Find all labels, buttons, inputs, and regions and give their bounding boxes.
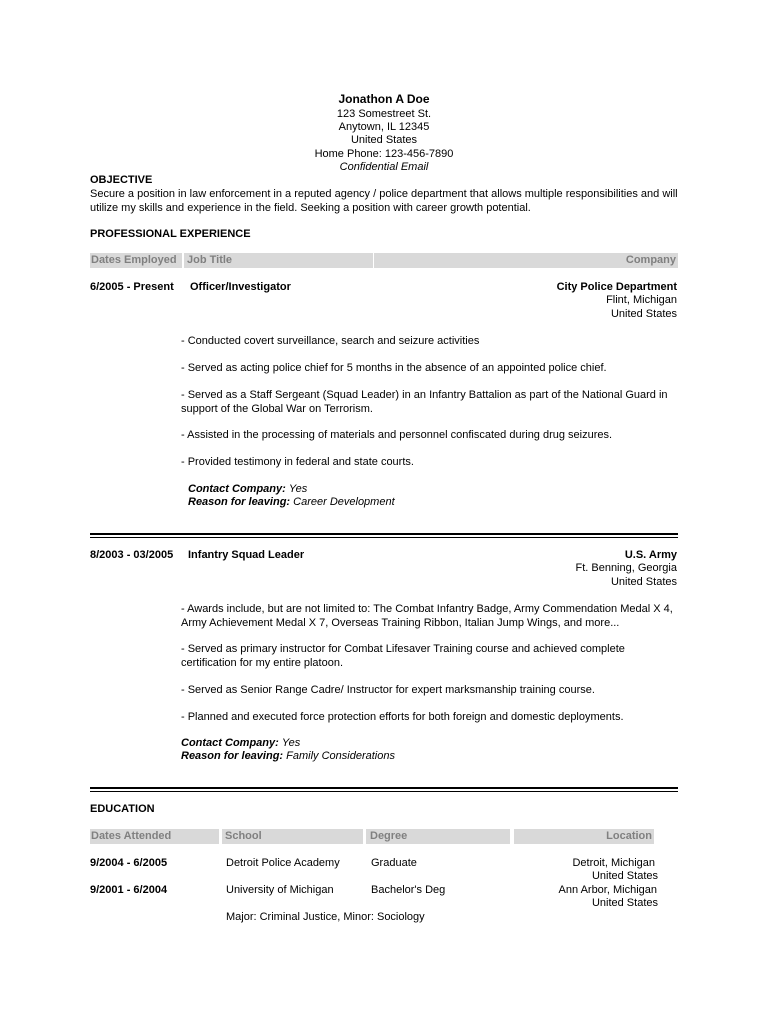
edu1-school: Detroit Police Academy xyxy=(226,857,340,869)
job1-location-country: United States xyxy=(610,308,677,320)
job2-bullet: - Served as primary instructor for Combat Lifesaver Training course and achieved complete certification for my entire platoon. xyxy=(181,643,625,669)
contact-label: Contact Company: xyxy=(181,737,279,749)
reason-label: Reason for leaving: xyxy=(181,750,284,762)
job1-reason xyxy=(188,496,395,510)
email: Confidential Email xyxy=(339,161,429,173)
col-school: School xyxy=(222,829,363,844)
edu2-degree: Bachelor's Deg xyxy=(371,884,446,896)
job2-company: U.S. Army xyxy=(624,549,677,561)
objective-text: Secure a position in law enforcement in a reputed agency / police department that allows multiple responsibilities and will utilize my skills and experience in the field. Seeking a position with career growth potential. xyxy=(90,188,678,214)
col-location: Location xyxy=(514,829,654,844)
col-degree: Degree xyxy=(366,829,510,844)
education-heading: EDUCATION xyxy=(90,803,155,815)
job1-bullet: - Served as acting police chief for 5 months in the absence of an appointed police chief. xyxy=(181,362,607,374)
job2-reason xyxy=(181,750,395,764)
job2-title: Infantry Squad Leader xyxy=(188,549,305,561)
experience-heading: PROFESSIONAL EXPERIENCE xyxy=(90,228,251,240)
job1-contact xyxy=(188,483,307,497)
edu1-degree: Graduate xyxy=(371,857,417,869)
edu2-location-city: Ann Arbor, Michigan xyxy=(558,884,657,896)
job1-dates: 6/2005 - Present xyxy=(90,281,174,293)
edu2-location-country: United States xyxy=(591,897,658,909)
contact-value: Yes xyxy=(288,483,308,495)
job2-location-country: United States xyxy=(610,576,677,588)
job1-bullet: - Served as a Staff Sergeant (Squad Leader) in an Infantry Battalion as part of the National Guard in support of the Global War on Terrorism. xyxy=(181,389,668,415)
col-dates-employed: Dates Employed xyxy=(90,253,182,268)
edu2-major-minor: Major: Criminal Justice, Minor: Sociology xyxy=(226,911,425,923)
edu2-dates: 9/2001 - 6/2004 xyxy=(90,884,168,896)
address-country: United States xyxy=(350,134,418,146)
job2-bullet: - Planned and executed force protection efforts for both foreign and domestic deployments. xyxy=(181,711,624,723)
reason-value: Career Development xyxy=(293,496,395,508)
col-company: Company xyxy=(374,253,678,268)
job2-location-city: Ft. Benning, Georgia xyxy=(575,562,677,574)
job2-dates: 8/2003 - 03/2005 xyxy=(90,549,174,561)
section-divider xyxy=(90,787,678,792)
edu1-location-city: Detroit, Michigan xyxy=(572,857,655,869)
job1-bullet: - Provided testimony in federal and state courts. xyxy=(181,456,414,468)
applicant-name: Jonathon A Doe xyxy=(338,92,430,106)
job1-location-city: Flint, Michigan xyxy=(606,294,677,306)
edu1-dates: 9/2004 - 6/2005 xyxy=(90,857,168,869)
col-dates-attended: Dates Attended xyxy=(90,829,219,844)
job2-bullet: - Awards include, but are not limited to: The Combat Infantry Badge, Army Commendation Medal X 4, Army Achievement Medal X 7, Overseas Training Ribbon, Italian Jump Wings, and more... xyxy=(181,603,673,629)
job1-title: Officer/Investigator xyxy=(190,281,291,293)
contact-label: Contact Company: xyxy=(188,483,286,495)
job1-company: City Police Department xyxy=(556,281,677,293)
section-divider xyxy=(90,533,678,538)
job1-bullet: - Conducted covert surveillance, search and seizure activities xyxy=(181,335,480,347)
objective-heading: OBJECTIVE xyxy=(90,174,153,186)
reason-value: Family Considerations xyxy=(286,750,395,762)
address-street: 123 Somestreet St. xyxy=(336,108,432,120)
home-phone: Home Phone: 123-456-7890 xyxy=(314,148,454,160)
job2-contact xyxy=(181,737,300,751)
col-job-title: Job Title xyxy=(184,253,373,268)
edu1-location-country: United States xyxy=(591,870,658,882)
job2-bullet: - Served as Senior Range Cadre/ Instructor for expert marksmanship training course. xyxy=(181,684,595,696)
contact-value: Yes xyxy=(281,737,301,749)
job1-bullet: - Assisted in the processing of materials and personnel confiscated during drug seizures. xyxy=(181,429,613,441)
edu2-school: University of Michigan xyxy=(226,884,334,896)
reason-label: Reason for leaving: xyxy=(188,496,291,508)
address-city: Anytown, IL 12345 xyxy=(338,121,430,133)
